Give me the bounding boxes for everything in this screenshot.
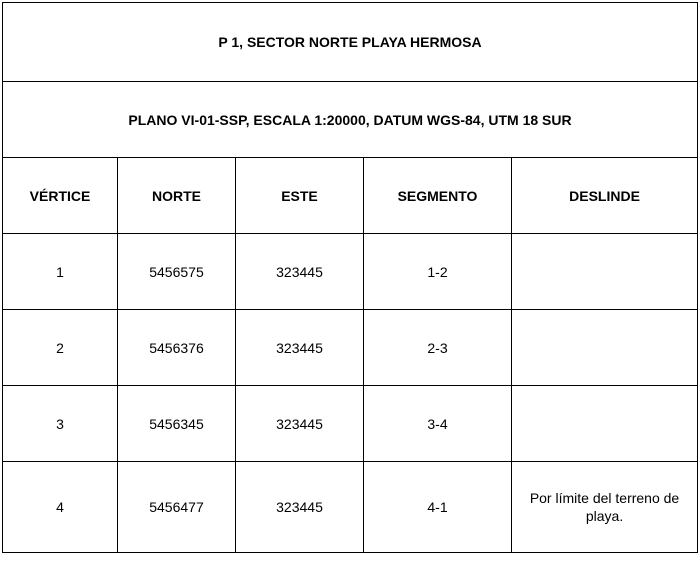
- cell-deslinde: [512, 310, 698, 386]
- header-row: [3, 158, 698, 234]
- column-header-este: ESTE: [236, 158, 364, 234]
- cell-norte: 5456575: [118, 234, 236, 310]
- cell-este: 323445: [236, 386, 364, 462]
- table-row: [3, 310, 698, 386]
- cell-vertice: 1: [3, 234, 118, 310]
- cell-segmento: 2-3: [364, 310, 512, 386]
- cell-deslinde: [512, 386, 698, 462]
- table-row: [3, 462, 698, 553]
- cell-segmento: 4-1: [364, 462, 512, 553]
- coordinates-table: [2, 2, 698, 553]
- column-header-segmento: SEGMENTO: [364, 158, 512, 234]
- cell-deslinde: Por límite del terreno de playa.: [512, 462, 698, 553]
- table-subtitle: PLANO VI-01-SSP, ESCALA 1:20000, DATUM WGS-84, UTM 18 SUR: [3, 82, 698, 158]
- column-header-deslinde: DESLINDE: [512, 158, 698, 234]
- cell-este: 323445: [236, 234, 364, 310]
- cell-norte: 5456376: [118, 310, 236, 386]
- cell-vertice: 4: [3, 462, 118, 553]
- cell-este: 323445: [236, 462, 364, 553]
- cell-norte: 5456477: [118, 462, 236, 553]
- table-row: [3, 386, 698, 462]
- cell-segmento: 3-4: [364, 386, 512, 462]
- cell-vertice: 2: [3, 310, 118, 386]
- cell-norte: 5456345: [118, 386, 236, 462]
- cell-este: 323445: [236, 310, 364, 386]
- table-row: [3, 234, 698, 310]
- cell-deslinde: [512, 234, 698, 310]
- subtitle-row: [3, 82, 698, 158]
- cell-segmento: 1-2: [364, 234, 512, 310]
- cell-vertice: 3: [3, 386, 118, 462]
- column-header-norte: NORTE: [118, 158, 236, 234]
- title-row: [3, 3, 698, 82]
- column-header-vertice: VÉRTICE: [3, 158, 118, 234]
- table-title: P 1, SECTOR NORTE PLAYA HERMOSA: [3, 3, 698, 82]
